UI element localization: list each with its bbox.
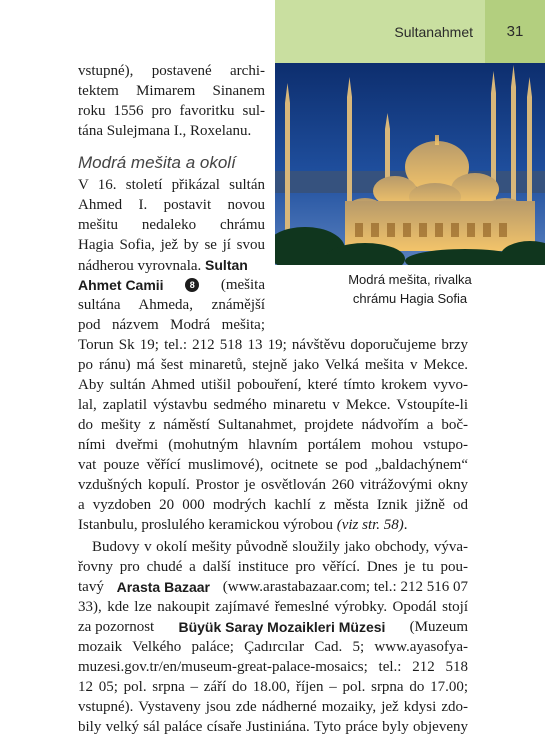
text-line [78,578,468,596]
text-line [78,276,265,294]
section-title: Sultanahmet [394,23,473,40]
text-line: 12 05; pol. srpna – září do 18.00, říjen – pol. srpna do 17.00; [78,679,468,695]
text-line [78,256,248,275]
text-line: do mešity z náměstí Sultanahmet, projdete nádvořím a boč- [78,417,468,433]
mosque-name-bold: Ahmet Camii [78,277,164,293]
mosaic-museum-bold: Büyük Saray Mozaikleri Müzesi [178,619,386,635]
text-line: tektem Mimarem Sinanem [78,83,265,99]
caption-line-2: chrámu Hagia Sofia [352,291,468,306]
text-fragment: nádherou vyrovnala. [78,258,202,274]
text-line: mozaik Velkého paláce; Çadırcılar Cad. 5; www.ayasofya- [78,639,468,655]
page-reference: (viz str. 58) [336,517,404,533]
text-line: vstupné). Vystaveny jsou zde nádherné mozaiky, jež kdysi zdo- [78,699,468,715]
photo-caption [275,270,545,308]
running-header [275,0,545,63]
map-pin-icon: 8 [185,278,199,292]
text-line: V 16. století přikázal sultán [78,177,265,193]
arasta-bazaar-bold: Arasta Bazaar [116,579,210,595]
text-line: bily velký sál paláce císaře Justiniána. Tyto práce byly objeveny [78,719,468,735]
text-fragment: Istanbulu, proslulého keramickou výrobou [78,517,333,533]
text-line: muzesi.gov.tr/en/museum-great-palace-mosaics; tel.: 212 518 [78,659,468,675]
text-line: a vyzdoben 20 000 modrých kachlí z města Iznik jižně od [78,497,468,513]
text-line: ními dveřmi (mohutným hlavním portálem mohou vstupo- [78,437,468,453]
text-line: pod názvem Modrá mešita; [78,317,265,333]
text-line: Budovy v okolí mešity původně sloužily jako obchody, výva- [92,539,468,555]
text-fragment: (Muzeum [409,619,468,635]
text-line: tána Sulejmana I., Roxelanu. [78,123,252,139]
text-fragment: tavý [78,579,104,595]
text-line: 33), kde lze nakoupit zajímavé řemeslné výrobky. Opodál stojí [78,599,468,615]
text-line: Hagia Sofia, jež by se jí svou [78,237,265,253]
text-line: roku 1556 pro favoritku sul- [78,103,265,119]
text-line: vat pouze věřící muslimové), ocitnete se pod „baldachýnem“ [78,457,468,473]
caption-line-1: Modrá mešita, rivalka [348,272,472,287]
text-fragment: . [403,517,408,533]
text-line: lal, zaplatil výstavbu sedmého minaretu v Mekce. Vstoupíte-li [78,397,468,413]
text-line: Aby sultán Ahmed utišil pobouření, které tímto krokem vyvo- [78,377,468,393]
text-line: po ránu) má šest minaretů, stejně jako Velká mešita v Mekce. [78,357,468,373]
page-number: 31 [485,0,545,63]
text-line: mešitu nedaleko chrámu [78,217,265,233]
text-fragment: za pozornost [78,619,155,635]
text-line: vzdušných kopulí. Prostor je osvětlován 260 vitrážovými okny [78,477,468,493]
section-heading: Modrá mešita a okolí [78,153,236,172]
text-line [78,618,468,636]
text-line [78,516,408,534]
text-line: Ahmed I. postavit novou [78,197,265,213]
text-line: sultána Ahmeda, známější [78,297,265,313]
text-line: vstupné), postavené archi- [78,63,265,79]
text-fragment: (mešita [220,277,265,293]
blue-mosque-photo [275,63,545,265]
text-line: řovny pro chudé a další instituce pro věřící. Dnes je tu pou- [78,559,468,575]
text-line: Torun Sk 19; tel.: 212 518 13 19; návštěvu doporučujeme brzy [78,337,468,353]
sultan-bold: Sultan [205,257,248,273]
text-fragment: (www.arastabazaar.com; tel.: 212 516 07 [222,579,468,595]
